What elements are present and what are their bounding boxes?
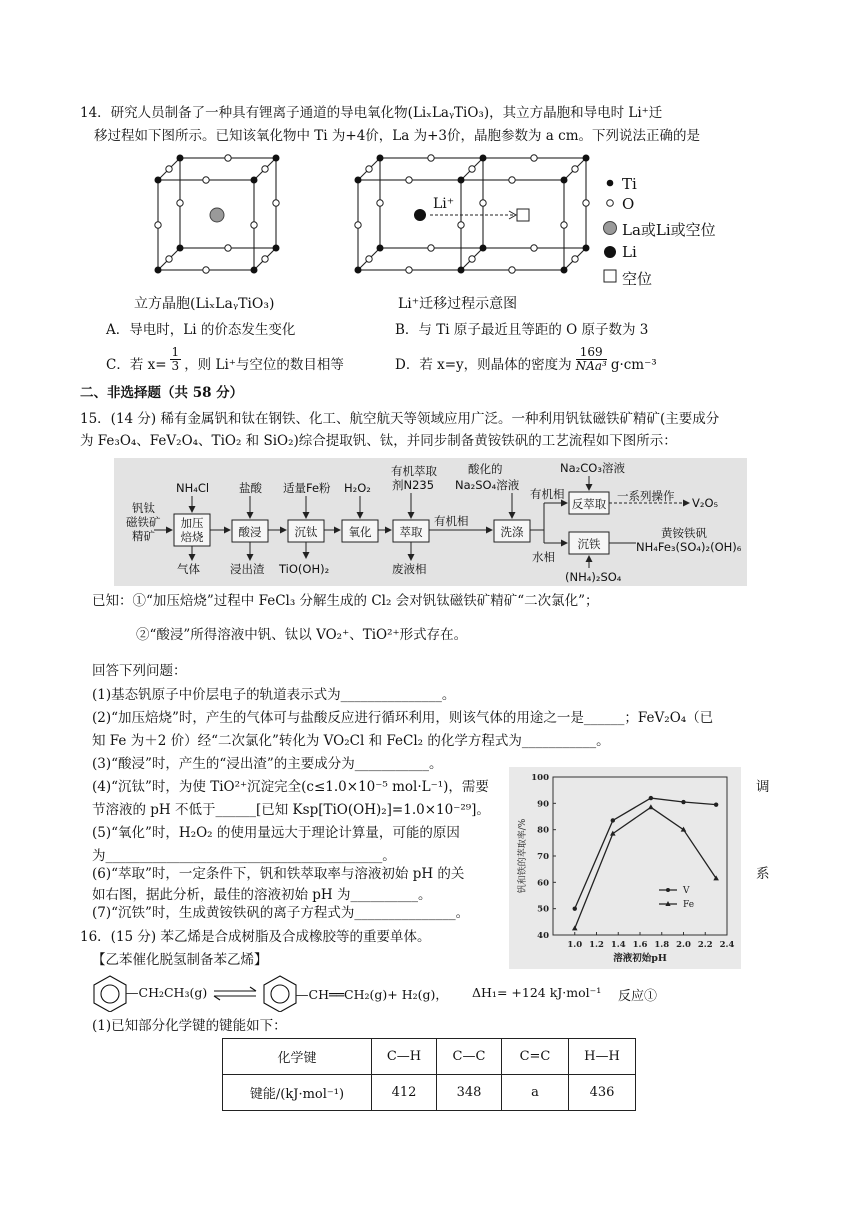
benzene-ring-right [264, 976, 296, 1012]
table-cell: 412 [372, 1075, 437, 1111]
output-residue: 浸出渣 [230, 562, 265, 576]
q15-part-6-xi: 系 [756, 866, 770, 882]
series-line-V [575, 798, 716, 909]
raw-material-3: 精矿 [132, 529, 155, 543]
q16-line1: 16．(15 分) 苯乙烯是合成树脂及合成橡胶等的重要单体。 [80, 929, 431, 945]
legend-vacancy: 空位 [622, 270, 653, 288]
option-d-text: D．若 x=y，则晶体的密度为 [395, 357, 572, 373]
section-heading: 二、非选择题（共 58 分） [80, 385, 244, 401]
q15-part-4b: 节溶液的 pH 不低于______[已知 Ksp[TiO(OH)₂]=1.0×10⁻²⁹]。 [92, 802, 490, 818]
table-header-cell: C=C [502, 1039, 569, 1075]
q15-part-2a: (2)“加压焙烧”时，产生的气体可与盐酸反应进行循环利用，则该气体的用途之一是______；FeV₂O₄（已 [92, 710, 714, 726]
data-point-Fe [681, 827, 687, 832]
q15-part-4a: (4)“沉钛”时，为使 TiO²⁺沉淀完全(c≤1.0×10⁻⁵ mol·L⁻¹)，需要 [92, 779, 489, 795]
x-tick-label: 2.0 [676, 940, 691, 950]
q15-line2: 为 Fe₃O₄、FeV₂O₄、TiO₂ 和 SiO₂)综合提取钒、钛，并同步制备黄铵铁矾的工艺流程如下图所示： [80, 433, 677, 449]
q15-part-1: (1)基态钒原子中价层电子的轨道表示式为_______________。 [92, 687, 456, 703]
table-header-row [223, 1039, 636, 1075]
reagent-h2o2: H₂O₂ [344, 481, 371, 495]
q15-part-7: (7)“沉铁”时，生成黄铵铁矾的离子方程式为_______________。 [92, 905, 470, 921]
reactant-ethylbenzene: —CH₂CH₃(g) [126, 985, 208, 1000]
q14-line1: 14．研究人员制备了一种具有锂离子通道的导电氧化物(LiₓLaᵧTiO₃)，其立方晶胞和导电时 Li⁺迁 [80, 105, 663, 121]
data-point-Fe [610, 831, 616, 836]
series-operations: 一系列操作 [617, 489, 675, 503]
series-line-Fe [575, 807, 716, 928]
step-back-extract: 反萃取 [571, 497, 607, 511]
y-tick-label: 60 [537, 878, 549, 889]
equilibrium-arrow-head-bottom [214, 996, 220, 1000]
q15-part-3: (3)“酸浸”时，产生的“浸出渣”的主要成分为___________。 [92, 756, 443, 772]
fraction-denominator: 3 [171, 359, 180, 373]
product-styrene: —CH══CH₂(g)+ H₂(g)， [296, 987, 448, 1002]
raw-material-2: 磁铁矿 [126, 515, 161, 529]
option-d-unit: g·cm⁻³ [610, 357, 657, 373]
legend-o: O [622, 195, 635, 213]
q15-known-1: 已知：①“加压焙烧”过程中 FeCl₃ 分解生成的 Cl₂ 会对钒钛磁铁矿精矿“二次氯化”； [92, 593, 599, 609]
data-point-V [649, 796, 653, 800]
option-d-fraction [576, 346, 607, 373]
x-tick-label: 2.4 [719, 940, 735, 950]
li-ion-label: Li⁺ [433, 196, 455, 212]
x-tick-label: 1.6 [632, 940, 648, 950]
table-header-cell: H—H [569, 1039, 636, 1075]
y-tick-label: 50 [537, 904, 549, 915]
y-tick-label: 90 [537, 799, 549, 810]
reagent-extractant-2: 剂N235 [392, 478, 435, 492]
organic-phase-label: 有机相 [434, 514, 469, 528]
q15-part-6a: (6)“萃取”时，一定条件下，钒和铁萃取率与溶液初始 pH 的关 [92, 866, 465, 882]
data-point-Fe [572, 925, 578, 930]
q15-part-6b: 如右图，据此分析，最佳的溶液初始 pH 为__________。 [92, 887, 432, 903]
x-tick-label: 1.4 [610, 940, 626, 950]
x-tick-label: 1.0 [567, 940, 583, 950]
product-jarosite-name: 黄铵铁矾 [661, 526, 707, 540]
benzene-ring-left-circle [101, 985, 119, 1003]
cubic-cell-diagram [150, 150, 290, 278]
product-jarosite-formula: NH₄Fe₃(SO₄)₂(OH)₆ [636, 540, 742, 554]
x-tick-label: 2.2 [697, 940, 713, 950]
legend-symbols [600, 175, 620, 285]
product-v2o5: V₂O₅ [692, 496, 719, 510]
table-header-cell: C—C [437, 1039, 502, 1075]
extraction-chart [509, 767, 741, 969]
reagent-nh4cl: NH₄Cl [176, 481, 210, 495]
q15-answer-intro: 回答下列问题： [92, 663, 187, 679]
data-point-Fe [648, 804, 654, 809]
y-axis-label: 钒和铁的萃取率/% [518, 818, 528, 894]
cubic-cell-caption: 立方晶胞(LiₓLaᵧTiO₃) [134, 296, 275, 312]
q15-line1: 15．(14 分) 稀有金属钒和钛在钢铁、化工、航空航天等领域应用广泛。一种利用钒钛磁铁矿精矿(主要成分 [80, 411, 720, 427]
step-precip-ti: 沉钛 [294, 525, 318, 539]
x-tick-label: 1.8 [654, 940, 670, 950]
table-row [223, 1075, 636, 1111]
q14-option-d [395, 346, 657, 373]
process-flow-diagram [114, 458, 747, 586]
step-oxidize: 氧化 [348, 525, 372, 539]
organic-phase-label-2: 有机相 [530, 487, 565, 501]
option-c-fraction [170, 346, 182, 373]
raw-material-1: 钒钛 [132, 501, 155, 515]
data-point-V [611, 818, 615, 822]
step-acid-leach: 酸浸 [238, 525, 262, 539]
legend-label-Fe: Fe [683, 900, 695, 910]
reagent-na2so4-2: Na₂SO₄溶液 [455, 478, 520, 492]
li-migration-diagram [350, 150, 590, 278]
step-extract: 萃取 [399, 525, 423, 539]
q14-line2: 移过程如下图所示。已知该氧化物中 Ti 为+4价，La 为+3价，晶胞参数为 a cm。下列说法正确的是 [94, 128, 701, 144]
data-point-V [714, 802, 718, 806]
output-waste: 废液相 [392, 562, 427, 576]
y-tick-label: 40 [537, 931, 549, 941]
step-wash: 洗涤 [500, 525, 524, 539]
reagent-extractant-1: 有机萃取 [391, 464, 437, 478]
q14-option-a: A．导电时，Li 的价态发生变化 [106, 322, 296, 338]
legend-ti: Ti [622, 175, 637, 193]
equilibrium-arrow-head-top [250, 987, 256, 991]
table-cell: 键能/(kJ·mol⁻¹) [223, 1075, 372, 1111]
step-roast-2: 焙烧 [180, 530, 204, 544]
table-cell: 348 [437, 1075, 502, 1111]
reaction-label: 反应① [618, 989, 658, 1004]
li-migration-caption: Li⁺迁移过程示意图 [398, 296, 518, 312]
legend-li: Li [622, 243, 637, 261]
q15-part-4-tiao: 调 [756, 779, 770, 795]
option-c-text-2: ，则 Li⁺与空位的数目相等 [184, 357, 344, 373]
legend-marker-V [666, 888, 670, 892]
data-point-V [573, 906, 577, 910]
reaction-enthalpy: ΔH₁= +124 kJ·mol⁻¹ [472, 985, 602, 1000]
x-axis-label: 溶液初始pH [613, 953, 667, 964]
q14-option-b: B．与 Ti 原子最近且等距的 O 原子数为 3 [395, 322, 649, 338]
option-c-text: C．若 x= [106, 357, 167, 373]
output-tio-oh2: TiO(OH)₂ [279, 562, 330, 576]
extraction-chart-svg [509, 767, 741, 969]
aqueous-phase-label: 水相 [532, 550, 555, 564]
q15-part-5a: (5)“氧化”时，H₂O₂ 的使用量远大于理论计算量，可能的原因 [92, 825, 460, 841]
legend-la-li-vacancy: La或Li或空位 [622, 221, 716, 239]
table-header-cell: 化学键 [223, 1039, 372, 1075]
fraction-numerator: 1 [171, 345, 180, 359]
q16-part-1: (1)已知部分化学键的键能如下： [92, 1018, 287, 1034]
q16-subhead: 【乙苯催化脱氢制备苯乙烯】 [92, 952, 268, 968]
step-roast-1: 加压 [180, 516, 204, 530]
reagent-na2co3: Na₂CO₃溶液 [560, 461, 625, 475]
fraction-numerator: 169 [576, 346, 607, 360]
y-tick-label: 80 [537, 825, 549, 836]
q15-part-5b: 为_________________________________________。 [92, 848, 396, 864]
fraction-denominator: NAa³ [575, 359, 607, 373]
y-tick-label: 100 [531, 773, 549, 783]
reagent-na2so4-1: 酸化的 [468, 462, 503, 476]
legend-label-V: V [683, 886, 690, 896]
table-header-cell: C—H [372, 1039, 437, 1075]
table-cell: a [502, 1075, 569, 1111]
step-precip-fe: 沉铁 [577, 537, 601, 551]
benzene-ring-right-circle [271, 985, 289, 1003]
reagent-hcl: 盐酸 [239, 481, 262, 495]
table-cell: 436 [569, 1075, 636, 1111]
bond-energy-table [222, 1038, 636, 1111]
reagent-fe: 适量Fe粉 [283, 481, 331, 495]
reagent-nh4-2so4: (NH₄)₂SO₄ [565, 570, 622, 584]
q15-known-2: ②“酸浸”所得溶液中钒、钛以 VO₂⁺、TiO²⁺形式存在。 [136, 627, 468, 643]
benzene-ring-left [94, 976, 126, 1012]
q15-part-2b: 知 Fe 为＋2 价）经“二次氯化”转化为 VO₂Cl 和 FeCl₂ 的化学方程式为___________。 [92, 733, 610, 749]
output-gas: 气体 [177, 562, 200, 576]
x-tick-label: 1.2 [589, 940, 604, 950]
q14-option-c [106, 346, 344, 373]
data-point-V [681, 800, 685, 804]
y-tick-label: 70 [537, 852, 549, 862]
